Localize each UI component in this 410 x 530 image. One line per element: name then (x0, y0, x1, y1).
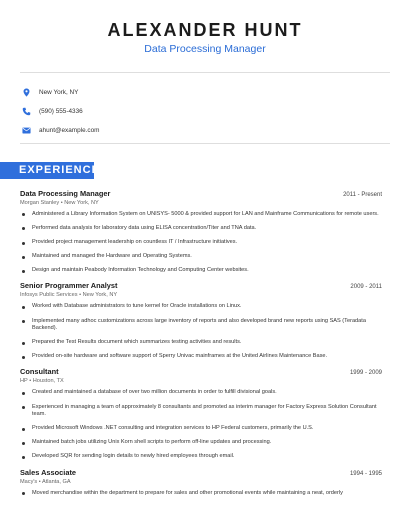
contact-block (22, 83, 99, 140)
envelope-icon (22, 126, 31, 135)
job-dates: 1999 - 2009 (349, 370, 382, 377)
job-bullet: Prepared the Test Results document which summarizes testing activities and results. (22, 339, 382, 347)
job-bullet: Performed data analysis for laboratory data using ELISA concentration/Titer and TNA data. (22, 225, 382, 233)
phone-icon (22, 107, 31, 116)
location-text: New York, NY (39, 89, 79, 96)
job-bullet: Developed SQR for sending login details to newly hired employees through email. (22, 453, 382, 461)
job-bullet: Provided project management leadership on countless IT / Infrastructure initiatives. (22, 239, 382, 247)
phone-text: (590) 555-4336 (39, 108, 83, 115)
job-entry (20, 468, 382, 498)
header-divider (20, 72, 390, 73)
job-dates: 1994 - 1995 (349, 470, 382, 477)
job-company: Macy's • Atlanta, GA (20, 478, 71, 485)
job-title: Consultant (20, 367, 59, 377)
job-bullet: Provided Microsoft Windows .NET consulting and integration services to HP Federal customers, primarily the U.S. (22, 425, 382, 433)
job-bullet: Maintained batch jobs utilizing Unix Korn shell scripts to perform off-line updates and processing. (22, 439, 382, 447)
job-bullet: Design and maintain Peabody Information Technology and Computing Center websites. (22, 267, 382, 275)
job-bullet: Provided on-site hardware and software support of Sperry Univac mainframes at the United Airlines Maintenance Base. (22, 353, 382, 361)
experience-section-title: EXPERIENCE (19, 164, 100, 176)
job-dates: 2009 - 2011 (350, 284, 382, 291)
job-bullet: Moved merchandise within the department to prepare for sales and other promotional events while maintaining a neat, orderly (22, 490, 382, 498)
job-entry (20, 281, 382, 360)
location-pin-icon (22, 88, 31, 97)
job-title: Sales Associate (20, 467, 77, 477)
job-bullet: Administered a Library Information System on UNISYS- 5000 & provided support for LAN and Mainframe Communications for remote users. (22, 211, 382, 219)
email-text: ahunt@example.com (39, 127, 100, 134)
job-company: Infosys Public Services • New York, NY (20, 292, 118, 299)
job-title: Senior Programmer Analyst (20, 281, 118, 291)
job-bullet: Worked with Database administrators to tune kernel for Oracle installations on Linux. (22, 303, 382, 311)
job-company: HP • Houston, TX (20, 378, 64, 385)
job-title: Data Processing Manager (20, 189, 111, 198)
contact-email (22, 121, 99, 140)
contact-location (22, 83, 99, 102)
job-bullet: Implemented many adhoc customizations across large inventory of reports and also developed brand new reports using SAS (Teradata Backend). (22, 318, 382, 333)
job-company: Morgan Stanley • New York, NY (20, 200, 99, 206)
job-entry (20, 367, 382, 461)
job-bullet: Experienced in managing a team of approximately 8 consultants and promoted as interim manager for Factory Express Solution Consultant team. (22, 404, 382, 419)
job-dates: 2011 - Present (343, 192, 382, 198)
candidate-name: ALEXANDER HUNT (107, 20, 303, 40)
candidate-role: Data Processing Manager (144, 43, 266, 55)
contact-phone (22, 102, 99, 121)
resume-header (0, 0, 410, 56)
experience-list (20, 189, 382, 504)
job-entry (20, 189, 382, 275)
contact-divider (20, 143, 390, 144)
job-bullet: Created and maintained a database of over two million documents in order to fulfill divisional goals. (22, 389, 382, 397)
job-bullet: Maintained and managed the Hardware and Operating Systems. (22, 253, 382, 261)
